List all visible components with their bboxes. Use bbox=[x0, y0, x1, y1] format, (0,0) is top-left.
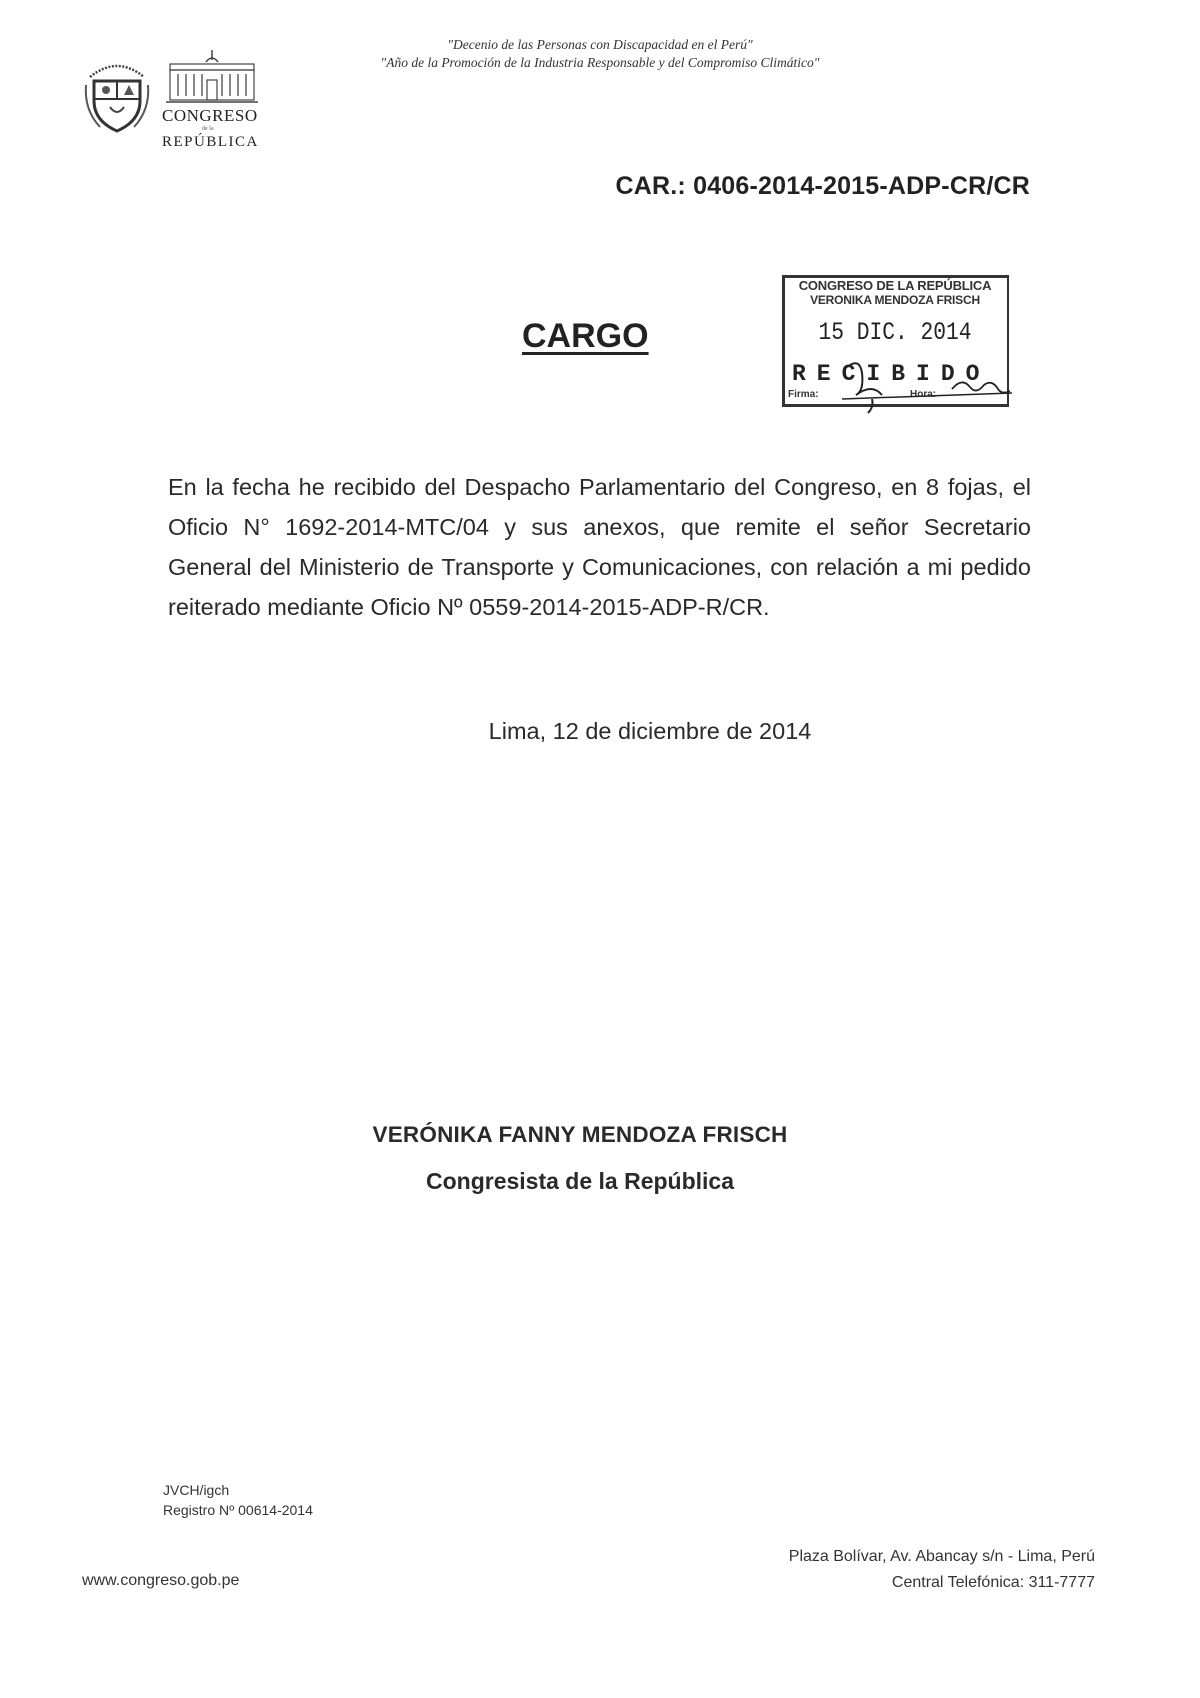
document-reference: CAR.: 0406-2014-2015-ADP-CR/CR bbox=[615, 172, 1030, 200]
header-motto bbox=[290, 36, 910, 72]
reference-initials: JVCH/igch bbox=[163, 1482, 230, 1498]
stamp-hora-label: Hora: bbox=[910, 389, 937, 400]
stamp-recibido: RECIBIDO bbox=[792, 361, 991, 387]
congress-building-icon bbox=[166, 48, 258, 104]
motto-line-1: "Decenio de las Personas con Discapacidad en el Perú" bbox=[447, 37, 753, 52]
registry-number: Registro Nº 00614-2014 bbox=[163, 1502, 313, 1518]
place-and-date: Lima, 12 de diciembre de 2014 bbox=[488, 718, 812, 744]
stamp-firma-label: Firma: bbox=[788, 389, 819, 400]
peru-coat-of-arms-icon bbox=[82, 55, 152, 137]
congreso-logo bbox=[158, 44, 268, 154]
logo-text-republica: REPÚBLICA bbox=[162, 134, 259, 150]
motto-line-2: "Año de la Promoción de la Industria Responsable y del Compromiso Climático" bbox=[380, 55, 820, 70]
logo-text-congreso: CONGRESO bbox=[162, 106, 258, 125]
footer-address bbox=[700, 1544, 1095, 1596]
stamp-institution: CONGRESO DE LA REPÚBLICA bbox=[798, 278, 992, 293]
reference-initials-block bbox=[163, 1480, 313, 1520]
stamp-date: 15 DIC. 2014 bbox=[818, 318, 972, 347]
signatory-role: Congresista de la República bbox=[425, 1168, 735, 1194]
stamp-office: VERONIKA MENDOZA FRISCH bbox=[810, 293, 980, 307]
address-line-2: Central Telefónica: 311-7777 bbox=[891, 1574, 1095, 1591]
signatory-name: VERÓNIKA FANNY MENDOZA FRISCH bbox=[372, 1122, 788, 1147]
handwritten-signature-icon bbox=[812, 355, 1012, 415]
logo-text-de-la: de la bbox=[202, 126, 214, 132]
received-stamp bbox=[782, 275, 1010, 405]
document-title: CARGO bbox=[522, 317, 649, 355]
body-paragraph: En la fecha he recibido del Despacho Parlamentario del Congreso, en 8 fojas, el Oficio N° 1692-2014-MTC/04 y sus anexos, que remite el señor Secretario General del Ministerio de Transporte y Comunicaciones, con relación a mi pedido reiterado mediante Oficio Nº 0559-2014-2015-ADP-R/CR. bbox=[168, 474, 1031, 620]
address-line-1: Plaza Bolívar, Av. Abancay s/n - Lima, Perú bbox=[788, 1548, 1095, 1565]
footer-website: www.congreso.gob.pe bbox=[82, 1572, 240, 1589]
